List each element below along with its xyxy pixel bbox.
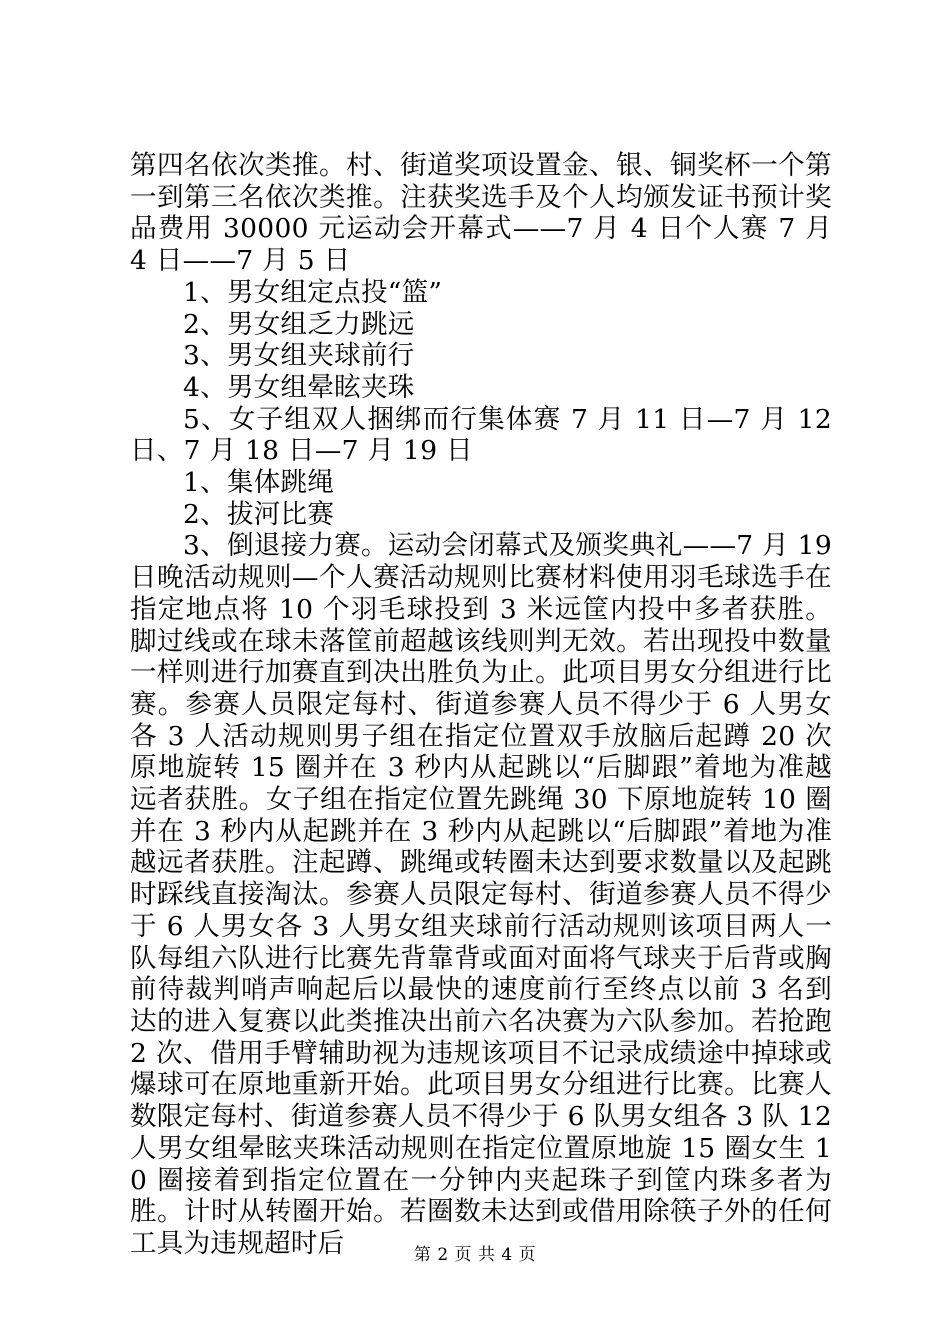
list-item-group-2: 2、拔河比赛 (183, 498, 335, 530)
list-item-3: 3、男女组夹球前行 (183, 340, 415, 372)
page-number-footer: 第 2 页 共 4 页 (413, 1245, 537, 1265)
list-item-4: 4、男女组晕眩夹珠 (183, 371, 415, 403)
list-item-1: 1、男女组定点投“篮” (183, 276, 443, 308)
rules-paragraph: 3、倒退接力赛。运动会闭幕式及颁奖典礼——7 月 19 日晚活动规则—个人赛活动规则比赛材料使用羽毛球选手在指定地点将 10 个羽毛球投到 3 米远筐内投中多者获胜。脚过线或在球未落筐前超越该线则判无效。若出现投中数量一样则进行加赛直到决出胜负为止。此项目男女分组进行比赛。参赛人员限定每村、街道参赛人员不得少于 6 人男女各 3 人活动规则男子组在指定位置双手放脑后起蹲 20 次原地旋转 15 圈并在 3 秒内从起跳以“后脚跟”着地为准越远者获胜。女子组在指定位置先跳绳 30 下原地旋转 10 圈并在 3 秒内从起跳并在 3 秒内从起跳以“后脚跟”着地为准越远者获胜。注起蹲、跳绳或转圈未达到要求数量以及起跳时踩线直接淘汰。参赛人员限定每村、街道参赛人员不得少于 6 人男女各 3 人男女组夹球前行活动规则该项目两人一队每组六队进行比赛先背靠背或面对面将气球夹于后背或胸前待裁判哨声响起后以最快的速度前行至终点以前 3 名到达的进入复赛以此类推决出前六名决赛为六队参加。若抢跑 2 次、借用手臂辅助视为违规该项目不记录成绩途中掉球或爆球可在原地重新开始。此项目男女分组进行比赛。比赛人数限定每村、街道参赛人员不得少于 6 队男女组各 3 队 12 人男女组晕眩夹珠活动规则在指定位置原地旋 15 圈女生 10 圈接着到指定位置在一分钟内夹起珠子到筐内珠多者为胜。计时从转圈开始。若圈数未达到或借用除筷子外的任何工具为违规超时后 (130, 530, 832, 1259)
list-item-5: 5、女子组双人捆绑而行集体赛 7 月 11 日—7 月 12 日、7 月 18 日—7 月 19 日 (130, 403, 832, 467)
list-item-group-1: 1、集体跳绳 (183, 467, 335, 499)
paragraph-1: 第四名依次类推。村、街道奖项设置金、银、铜奖杯一个第一到第三名依次类推。注获奖选手及个人均颁发证书预计奖品费用 30000 元运动会开幕式——7 月 4 日个人赛 7 月 4 日——7 月 5 日 (130, 150, 832, 277)
document-body (130, 150, 832, 1260)
list-item-2: 2、男女组乏力跳远 (183, 308, 415, 340)
